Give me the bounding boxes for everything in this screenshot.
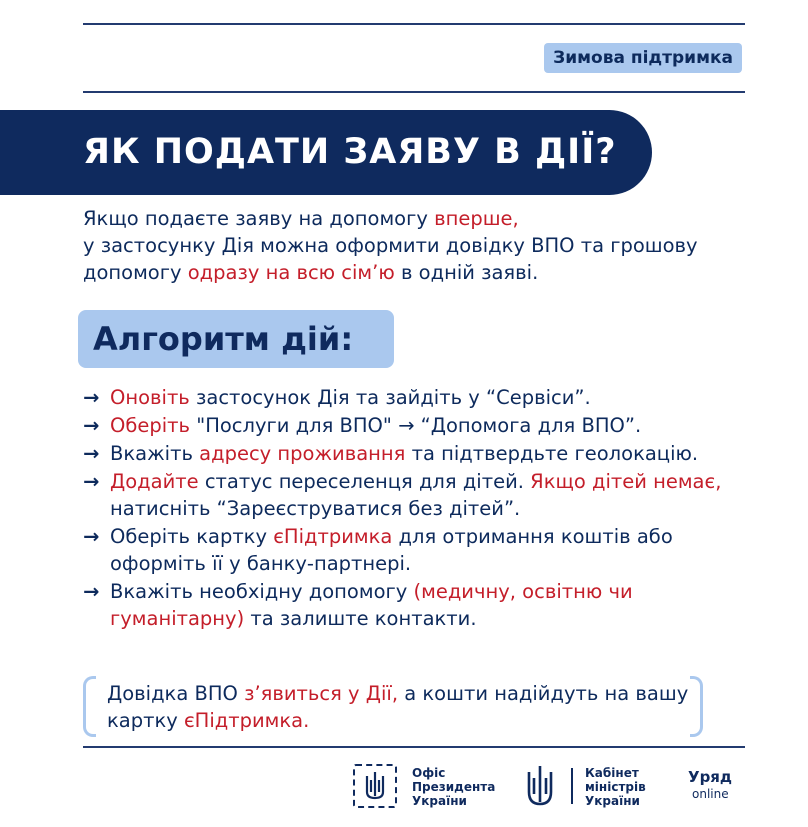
trident-emblem-icon	[353, 764, 397, 808]
step-text: Вкажіть	[110, 442, 200, 465]
cabinet-line: Кабінет	[585, 766, 639, 780]
step-text: застосунок Дія та зайдіть у “Сервіси”.	[189, 386, 591, 409]
cabinet-line: міністрів	[585, 780, 646, 794]
online-label: online	[692, 787, 729, 801]
step-highlight: єПідтримка	[273, 525, 393, 548]
intro-highlight-1: вперше,	[434, 207, 519, 230]
top-rule	[83, 23, 745, 25]
note-highlight: єПідтримка.	[183, 709, 310, 732]
cabinet-line: України	[585, 794, 640, 808]
algorithm-heading-box	[78, 310, 394, 368]
title-banner	[0, 110, 652, 195]
step-highlight: Додайте	[110, 470, 199, 493]
arrow-right-icon: →	[83, 414, 100, 437]
note-text	[107, 680, 697, 734]
intro-text	[83, 205, 773, 286]
note-box	[83, 676, 703, 739]
arrow-right-icon: →	[83, 442, 100, 465]
steps-list	[83, 384, 763, 633]
uryad-label: Уряд	[688, 768, 733, 786]
footer-logos	[0, 760, 808, 812]
step-text: для отримання коштів або оформіть її у банку-партнері.	[110, 525, 673, 575]
step-text: Вкажіть необхідну допомогу	[110, 580, 414, 603]
step-item	[83, 468, 763, 522]
step-item	[83, 412, 763, 439]
step-item	[83, 578, 763, 632]
page-title: ЯК ПОДАТИ ЗАЯВУ В ДІЇ?	[83, 132, 617, 172]
arrow-right-icon: →	[83, 470, 100, 493]
arrow-right-icon: →	[83, 386, 100, 409]
trident-icon	[355, 766, 395, 806]
intro-part-1: Якщо подаєте заяву на допомогу	[83, 207, 435, 230]
step-highlight: Оберіть	[110, 414, 191, 437]
cabinet-divider	[571, 768, 573, 804]
intro-part-2: у застосунку Дія можна оформити довідку ВПО та грошову допомогу	[83, 234, 698, 284]
cabinet-trident-icon	[523, 762, 557, 810]
footer-rule	[83, 746, 745, 748]
step-highlight: адресу проживання	[199, 442, 406, 465]
step-text: натисніть “Зареєструватися без дітей”.	[110, 497, 521, 520]
note-part: а кошти надійдуть на вашу картку	[107, 682, 689, 732]
arrow-right-icon: →	[83, 525, 100, 548]
tag-rule	[83, 91, 745, 93]
step-text: та залиште контакти.	[244, 607, 477, 630]
algorithm-heading: Алгоритм дій:	[93, 320, 354, 358]
step-text: та підтвердьте геолокацію.	[405, 442, 699, 465]
left-bracket	[83, 676, 96, 737]
intro-part-3: в одній заяві.	[394, 261, 539, 284]
arrow-right-icon: →	[83, 580, 100, 603]
intro-highlight-2: одразу на всю сім’ю	[187, 261, 395, 284]
office-line: Офіс	[412, 766, 446, 780]
step-text: Оберіть картку	[110, 525, 274, 548]
cabinet-ministers-label	[585, 766, 646, 808]
step-text: "Послуги для ВПО" → “Допомога для ВПО”.	[190, 414, 642, 437]
step-highlight: Оновіть	[110, 386, 190, 409]
category-tag: Зимова підтримка	[544, 43, 742, 73]
note-part: Довідка ВПО	[107, 682, 245, 705]
step-highlight: Якщо дітей немає,	[530, 470, 722, 493]
office-line: України	[412, 794, 467, 808]
office-line: Президента	[412, 780, 496, 794]
step-item	[83, 523, 763, 577]
step-text: статус переселенця для дітей.	[198, 470, 531, 493]
note-highlight: з’явиться у Дії,	[244, 682, 399, 705]
uryad-online-logo	[688, 768, 748, 802]
office-president-label	[412, 766, 495, 808]
step-item	[83, 384, 763, 411]
step-item	[83, 440, 763, 467]
step-highlight: (медичну, освітню чи гуманітарну)	[110, 580, 633, 630]
